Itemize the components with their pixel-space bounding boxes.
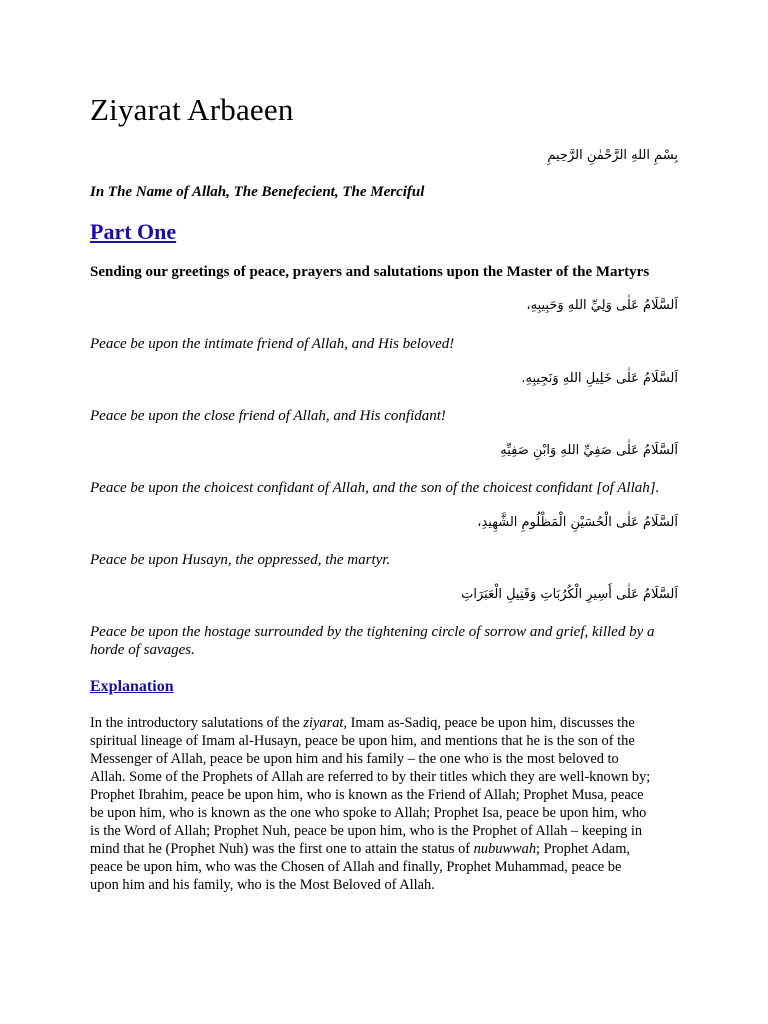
part-one-link[interactable]: Part One bbox=[90, 219, 177, 244]
page-title: Ziyarat Arbaeen bbox=[90, 92, 294, 127]
salutation-translation: Peace be upon the hostage surrounded by the tightening circle of sorrow and grief, killed by a bbox=[90, 624, 655, 640]
explanation-line: Prophet Ibrahim, peace be upon him, who is known as the Friend of Allah; Prophet Musa, peace bbox=[90, 787, 644, 803]
explanation-line: upon him and his family, who is the Most Beloved of Allah. bbox=[90, 877, 435, 893]
explanation-line: Allah. Some of the Prophets of Allah are referred to by their titles which they are well-known by; bbox=[90, 769, 651, 785]
salutation-translation: Peace be upon the choicest confidant of Allah, and the son of the choicest confidant [of Allah]. bbox=[90, 480, 660, 496]
salutation-arabic: اَلسَّلَامُ عَلٰى الْحُسَيْنِ الْمَظْلُومِ الشَّهِيدِ، bbox=[477, 515, 678, 530]
explanation-line: mind that he (Prophet Nuh) was the first one to attain the status of nubuwwah; Prophet Adam, bbox=[90, 841, 630, 857]
explanation-line: spiritual lineage of Imam al-Husayn, peace be upon him, and mentions that he is the son of the bbox=[90, 733, 635, 749]
explanation-line: In the introductory salutations of the ziyarat, Imam as-Sadiq, peace be upon him, discusses the bbox=[90, 715, 635, 731]
bismillah-arabic: بِسْمِ اللهِ الرَّحْمٰنِ الرَّحِيمِ bbox=[547, 148, 678, 163]
salutation-arabic: اَلسَّلَامُ عَلٰى صَفِيِّ اللهِ وَابْنِ صَفِيِّهِ bbox=[500, 443, 678, 458]
bismillah-translation: In The Name of Allah, The Benefecient, The Merciful bbox=[90, 184, 425, 200]
explanation-line: is the Word of Allah; Prophet Nuh, peace be upon him, who is the Prophet of Allah – keeping in bbox=[90, 823, 643, 839]
explanation-line: Messenger of Allah, peace be upon him and his family – the one who is the most beloved to bbox=[90, 751, 619, 767]
salutation-arabic: اَلسَّلَامُ عَلٰى أَسِيرِ الْكُرُبَاتِ وَقَتِيلِ الْعَبَرَاتِ bbox=[461, 587, 678, 602]
salutation-arabic: اَلسَّلَامُ عَلٰى خَلِيلِ اللهِ وَنَجِيبِهِ. bbox=[521, 371, 678, 386]
salutation-translation: Peace be upon Husayn, the oppressed, the martyr. bbox=[90, 552, 391, 568]
explanation-line: be upon him, who is known as the one who spoke to Allah; Prophet Isa, peace be upon him, who bbox=[90, 805, 647, 821]
salutation-arabic: اَلسَّلَامُ عَلٰى وَلِيِّ اللهِ وَحَبِيبِهِ، bbox=[526, 298, 678, 313]
part-subheading: Sending our greetings of peace, prayers and salutations upon the Master of the Martyrs bbox=[90, 264, 650, 280]
salutation-translation: horde of savages. bbox=[90, 642, 195, 658]
explanation-line: peace be upon him, who was the Chosen of Allah and finally, Prophet Muhammad, peace be bbox=[90, 859, 622, 875]
explanation-link[interactable]: Explanation bbox=[90, 678, 174, 695]
salutation-translation: Peace be upon the close friend of Allah, and His confidant! bbox=[90, 408, 446, 424]
explanation-paragraph bbox=[90, 714, 682, 894]
salutation-translation: Peace be upon the intimate friend of Allah, and His beloved! bbox=[90, 336, 455, 352]
